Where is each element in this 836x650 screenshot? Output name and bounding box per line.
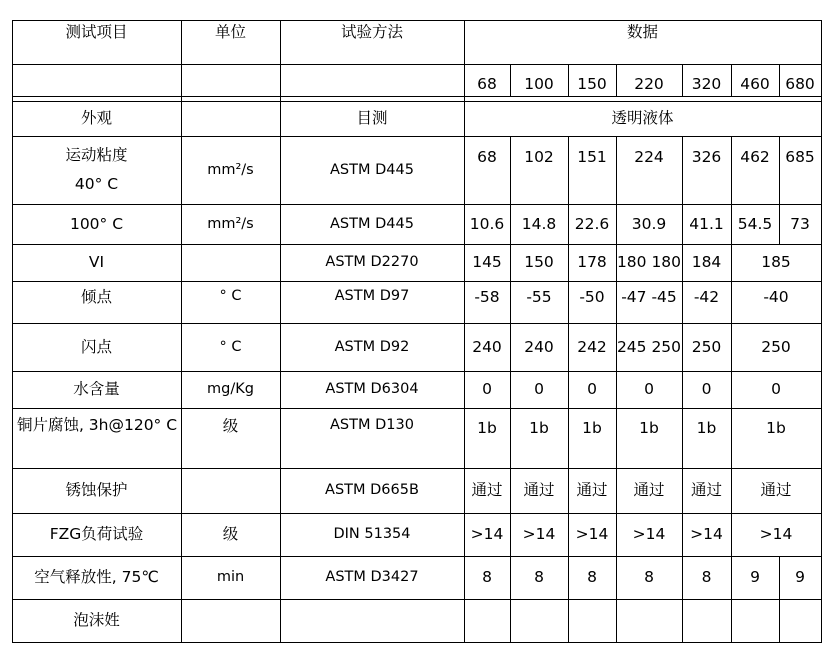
visc100-value: 41.1	[689, 214, 724, 233]
pour-point-value: -40	[763, 288, 789, 306]
water-value: 0	[587, 380, 597, 399]
row-rust-item: 锈蚀保护	[65, 481, 128, 500]
visc40-value: 151	[577, 148, 607, 166]
row-rust-method: ASTM D665B	[325, 482, 419, 499]
pour-point-value: -42	[693, 288, 720, 306]
air-release-value: 9	[795, 568, 805, 587]
row-flash-point-unit: ° C	[219, 338, 242, 355]
row-air-release-method: ASTM D3427	[325, 569, 419, 586]
visc100-value: 10.6	[469, 214, 505, 233]
pour-point-value: -50	[579, 288, 605, 306]
grid-vline	[821, 20, 822, 643]
visc100-value: 54.5	[737, 214, 773, 233]
grade-cell: 220	[634, 74, 664, 93]
rust-value: 通过	[633, 481, 665, 500]
vi-value: 180 180	[616, 253, 682, 272]
fzg-value: >14	[522, 525, 556, 544]
row-fzg-unit: 级	[222, 525, 239, 544]
vi-value: 185	[761, 253, 791, 272]
grade-cell: 68	[477, 74, 497, 93]
row-appearance-method: 目测	[356, 109, 388, 128]
flash-point-value: 240	[472, 337, 502, 356]
grade-cell: 320	[691, 74, 722, 93]
row-appearance-item: 外观	[80, 109, 112, 128]
copper-value: 1b	[477, 419, 497, 437]
air-release-value: 8	[534, 568, 544, 587]
visc40-value: 326	[691, 148, 722, 166]
air-release-value: 8	[701, 568, 712, 587]
fzg-value: >14	[690, 525, 723, 544]
row-copper-unit: 级	[222, 417, 239, 435]
row-fzg-item: FZG负荷试验	[49, 525, 144, 544]
rust-value: 通过	[760, 481, 792, 500]
fzg-value: >14	[759, 525, 793, 544]
row-water-method: ASTM D6304	[325, 381, 419, 398]
air-release-value: 8	[482, 568, 492, 587]
visc40-value: 224	[634, 148, 664, 166]
pour-point-value: -55	[526, 288, 552, 306]
copper-value: 1b	[529, 419, 549, 437]
vi-value: 150	[524, 253, 554, 272]
air-release-value: 9	[750, 568, 760, 587]
grade-cell: 460	[740, 74, 770, 93]
visc40-line2: 40° C	[74, 175, 119, 193]
flash-point-value: 250	[691, 337, 722, 356]
fzg-value: >14	[632, 525, 666, 544]
grade-cell: 680	[785, 74, 815, 93]
water-value: 0	[534, 380, 544, 399]
copper-value: 1b	[696, 419, 717, 437]
visc40-value: 68	[477, 148, 497, 166]
header-test-item: 测试项目	[65, 23, 128, 41]
row-pour-point-item: 倾点	[80, 288, 112, 306]
rust-value: 通过	[576, 481, 608, 500]
row-visc100-unit: mm²/s	[207, 215, 254, 232]
visc40-value: 102	[524, 148, 554, 166]
row-water-item: 水含量	[73, 380, 120, 399]
row-water-unit: mg/Kg	[207, 381, 254, 398]
row-copper-method: ASTM D130	[330, 417, 414, 433]
rust-value: 通过	[690, 481, 722, 500]
row-pour-point-method: ASTM D97	[334, 288, 410, 304]
flash-point-value: 245 250	[616, 337, 682, 356]
visc100-value: 14.8	[521, 214, 557, 233]
flash-point-value: 242	[577, 337, 607, 356]
pour-point-value: -58	[474, 288, 500, 306]
row-flash-point-item: 闪点	[80, 337, 112, 356]
row-flash-point-method: ASTM D92	[334, 338, 410, 355]
row-vi-method: ASTM D2270	[325, 254, 419, 271]
water-value: 0	[701, 380, 712, 399]
row-air-release-unit: min	[216, 569, 245, 586]
header-unit: 单位	[214, 23, 246, 41]
row-copper-item: 铜片腐蚀, 3h@120° C	[16, 416, 178, 434]
row-appearance-value: 透明液体	[611, 109, 674, 128]
visc100-value: 73	[790, 214, 810, 233]
visc100-value: 22.6	[574, 214, 610, 233]
row-visc40-method: ASTM D445	[330, 161, 414, 178]
water-value: 0	[644, 380, 654, 399]
row-pour-point-unit: ° C	[219, 288, 242, 304]
row-fzg-method: DIN 51354	[333, 526, 411, 543]
visc40-value: 685	[785, 148, 815, 166]
copper-value: 1b	[639, 419, 659, 437]
air-release-value: 8	[587, 568, 597, 587]
row-visc40-unit: mm²/s	[207, 161, 254, 178]
vi-value: 184	[691, 253, 722, 272]
grade-cell: 150	[577, 74, 607, 93]
grid-hline	[12, 96, 822, 97]
vi-value: 145	[472, 253, 502, 272]
flash-point-value: 250	[761, 337, 791, 356]
flash-point-value: 240	[524, 337, 554, 356]
fzg-value: >14	[575, 525, 609, 544]
visc100-value: 30.9	[631, 214, 667, 233]
grade-cell: 100	[524, 74, 554, 93]
grid-hline	[12, 408, 822, 409]
vi-value: 178	[577, 253, 607, 272]
row-foam-item: 泡沫姓	[73, 611, 120, 630]
pour-point-value: -47 -45	[621, 288, 677, 306]
visc40-line1: 运动粘度	[65, 145, 128, 164]
rust-value: 通过	[523, 481, 555, 500]
header-data: 数据	[626, 23, 658, 41]
rust-value: 通过	[471, 481, 503, 500]
water-value: 0	[482, 380, 492, 399]
row-visc100-method: ASTM D445	[330, 215, 414, 232]
row-visc40-item	[12, 136, 181, 204]
copper-value: 1b	[582, 419, 602, 437]
grid-hline	[12, 642, 822, 643]
row-vi-item: VI	[88, 253, 105, 272]
copper-value: 1b	[766, 419, 786, 437]
water-value: 0	[771, 380, 781, 399]
visc40-value: 462	[740, 148, 770, 166]
row-air-release-item: 空气释放性, 75℃	[34, 568, 159, 587]
air-release-value: 8	[644, 568, 654, 587]
fzg-value: >14	[470, 525, 504, 544]
header-method: 试验方法	[340, 23, 403, 41]
row-visc100-item: 100° C	[69, 214, 124, 233]
